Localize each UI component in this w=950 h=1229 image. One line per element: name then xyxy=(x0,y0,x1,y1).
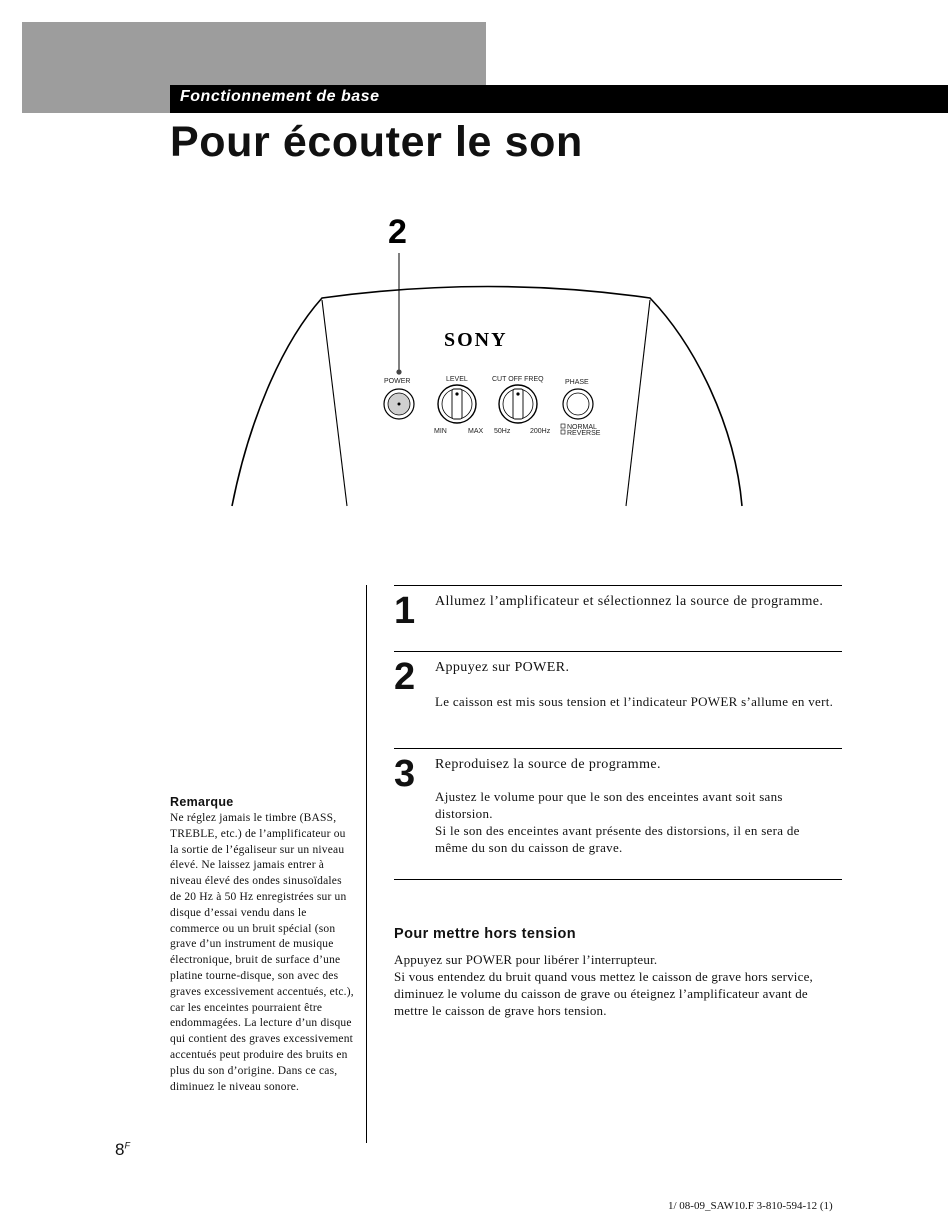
steps-bottom-rule xyxy=(394,879,842,880)
level-min-label: MIN xyxy=(434,428,447,435)
step-2-number: 2 xyxy=(394,656,416,698)
column-divider xyxy=(366,585,367,1143)
phase-reverse-label: REVERSE xyxy=(567,430,601,437)
step-3-detail xyxy=(435,788,835,856)
step-3-text: Reproduisez la source de programme. xyxy=(435,757,661,772)
step-2-detail xyxy=(435,693,835,710)
cutoff-min-label: 50Hz xyxy=(494,428,511,435)
power-off-line-2: Si vous entendez du bruit quand vous mettez le caisson de grave hors service, diminuez le volume du caisson de grave ou éteignez l’amplificateur avant de mettre le caisson de grave hors tension. xyxy=(394,969,814,1018)
step-1-rule xyxy=(394,585,842,586)
page-number-suffix: F xyxy=(124,1140,130,1151)
power-off-body xyxy=(394,951,844,1019)
step-1-text: Allumez l’amplificateur et sélectionnez la source de programme. xyxy=(435,594,824,609)
figure-callout-number: 2 xyxy=(388,213,407,251)
page-title: Pour écouter le son xyxy=(170,118,583,166)
step-2-rule xyxy=(394,651,842,652)
power-off-line-1: Appuyez sur POWER pour libérer l’interrupteur. xyxy=(394,952,658,967)
subwoofer-illustration xyxy=(220,205,760,515)
cabinet-edge-right xyxy=(626,300,650,506)
step-1-number: 1 xyxy=(394,590,416,632)
cabinet-edge-left xyxy=(322,300,347,506)
subwoofer-front-panel-figure xyxy=(220,205,760,515)
footer-reference: 1/ 08-09_SAW10.F 3-810-594-12 (1) xyxy=(668,1200,833,1212)
step-3-number: 3 xyxy=(394,753,416,795)
phase-normal-label: NORMAL xyxy=(567,424,597,431)
sony-logo: SONY xyxy=(444,329,508,351)
level-max-label: MAX xyxy=(468,428,484,435)
power-off-heading: Pour mettre hors tension xyxy=(394,926,577,942)
phase-label: PHASE xyxy=(565,379,589,386)
level-label: LEVEL xyxy=(446,376,468,383)
step-2-detail-line: Le caisson est mis sous tension et l’indicateur POWER s’allume en vert. xyxy=(435,694,834,709)
step-3-detail-line-2: Si le son des enceintes avant présente des distorsions, il en sera de même du son du caisson de grave. xyxy=(435,823,800,855)
note-heading: Remarque xyxy=(170,795,234,809)
power-indicator-icon xyxy=(396,369,401,374)
page-number xyxy=(115,1140,130,1160)
cutoff-label: CUT OFF FREQ xyxy=(492,376,544,383)
step-3-rule xyxy=(394,748,842,749)
note-body: Ne réglez jamais le timbre (BASS, TREBLE, etc.) de l’amplificateur ou la sortie de l’égaliseur sur un niveau élevé. Ne laissez jamais entrer à niveau élevé des ondes sinusoïdales de 20 Hz à 50 Hz enregistrées sur un disque d’essai vendu dans le commerce ou un bruit spécial (son grave d’un instrument de musique électronique, bruit de surface d’une platine tourne-disque, son avec des graves excessivement accentués, etc.), car les enceintes pourraient être endommagées. La lecture d’un disque qui contient des graves excessivement accentués peut produire des bruits en plus du son d’origine. Dans ce cas, diminuez le niveau sonore. xyxy=(170,812,354,1093)
cutoff-max-label: 200Hz xyxy=(530,428,551,435)
section-label: Fonctionnement de base xyxy=(180,88,380,105)
cabinet-outline xyxy=(232,287,742,507)
step-3-detail-line-1: Ajustez le volume pour que le son des enceintes avant soit sans distorsion. xyxy=(435,789,783,821)
step-2-text: Appuyez sur POWER. xyxy=(435,660,570,675)
page-number-value: 8 xyxy=(115,1140,125,1159)
power-label: POWER xyxy=(384,378,411,385)
